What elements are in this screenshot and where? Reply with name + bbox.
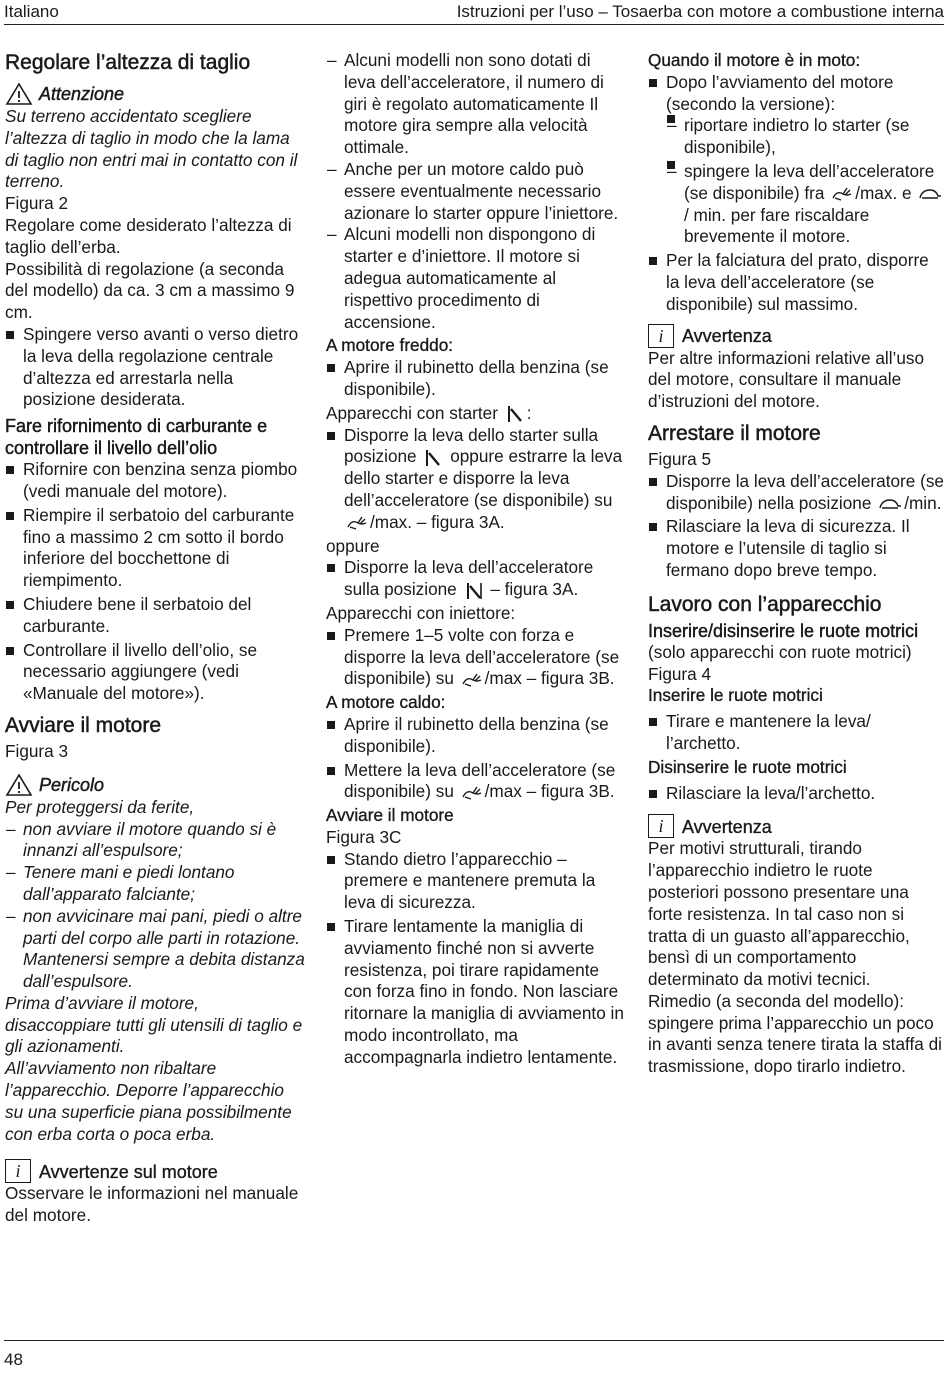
list-item: Rifornire con benzina senza piombo (vedi manuale del motore). [5,459,305,503]
list-item [326,425,626,534]
list-item [666,161,946,248]
list-item: Aprire il rubinetto della benzina (se disponibile). [326,357,626,401]
heading-start-engine-2: Avviare il motore [326,805,454,826]
notes-list [326,50,626,333]
note2-para-1: Per motivi strutturali, tirando l’apparecchio indietro le ruote posteriori possono presentare una forte resistenza. In tal caso non si tratta di un guasto all’apparecchio, bensì di un comportamento determinato da motivi tecnici. [648,838,910,990]
turtle-icon [878,497,902,511]
hare-icon [461,785,483,801]
page-header [4,0,944,25]
info-icon: i [5,1159,31,1183]
drive-wheels-note: (solo apparecchi con ruote motrici) [648,641,912,662]
list-item: Spingere verso avanti o verso dietro la leva della regolazione centrale d’altezza ed arrestarla nella posizione desiderata. [5,324,305,411]
heading-start-engine: Avviare il motore [5,713,162,737]
heading-engine-running: Quando il motore è in moto: [648,50,861,70]
info-icon: i [648,324,674,348]
list-item [326,557,626,601]
warm-step-text: /max – figura 3B. [484,781,615,802]
starter-devices [326,403,626,425]
start-steps [326,849,626,1069]
heading-drive-wheels: Inserire/disinserire le ruote motrici [648,620,919,641]
figure-3-ref: Figura 3 [5,740,69,761]
figure-4-ref: Figura 4 [648,663,712,684]
list-item: – Alcuni modelli non dispongono di starter e d’iniettore. Il motore si adegua automaticamente al rispettivo procedimento di accensione. [326,224,626,333]
note1-title: Avvertenza [682,325,772,346]
starter-steps-2 [326,557,626,601]
figure-3c-ref: Figura 3C [326,826,402,847]
disengage-steps [648,783,946,805]
danger-para-2: All’avviamento non ribaltare l’apparecchio. Deporre l’apparecchio su una superficie piana possibilmente con erba corta o poca erba. [5,1058,292,1144]
attention-text: Su terreno accidentato scegliere l’altezza di taglio in modo che la lama di taglio non entri mai in contatto con il terreno. [5,106,298,192]
list-item [326,760,626,804]
list-item [326,625,626,690]
attention-header [5,82,305,106]
height-para-1: Regolare come desiderato l’altezza di taglio dell’erba. [5,214,292,257]
engage-steps [648,711,946,755]
danger-intro: Per proteggersi da ferite, [5,796,195,817]
list-item: Controllare il livello dell’olio, se necessario aggiungere (vedi «Manuale del motore»). [5,640,305,705]
attention-title: Attenzione [39,84,125,105]
note1-text: Per altre informazioni relative all’uso del motore, consultare il manuale d’istruzioni del motore. [648,347,925,412]
running-substep-text: /max. e [855,182,912,203]
starter-label: Apparecchi con starter [326,402,498,423]
list-item: Stando dietro l’apparecchio – premere e mantenere premuta la leva di sicurezza. [326,849,626,914]
list-item [648,471,946,515]
injector-step-text: Premere 1–5 volte con forza e disporre la leva dell’acceleratore (se disponibile) su [344,624,620,689]
engine-note-title: Avvertenze sul motore [39,1161,218,1182]
footer-divider [4,1340,944,1341]
injector-step-text: /max – figura 3B. [484,668,615,689]
danger-header [5,773,305,797]
warm-steps [326,714,626,803]
column-1 [5,50,305,1227]
note2-title: Avvertenza [682,816,772,837]
figure-2-ref: Figura 2 [5,193,69,214]
list-item: Per la falciatura del prato, disporre la leva dell’acceleratore (se disponibile) sul massimo. [648,250,946,315]
heading-cutting-height: Regolare l’altezza di taglio [5,51,251,74]
list-item: Aprire il rubinetto della benzina (se disponibile). [326,714,626,758]
stop-steps [648,471,946,582]
note2-para-2: Rimedio (a seconda del modello): spingere prima l’apparecchio un poco in avanti senza tenere tirata la staffa di trasmissione, dopo tirarlo indietro. [648,990,942,1077]
list-item: – Alcuni modelli non sono dotati di leva dell’acceleratore, il numero di giri è regolato automaticamente Il motore gira sempre alla velocità ottimale. [326,50,626,159]
list-item [648,72,946,248]
list-item: Chiudere bene il serbatoio del carburante. [5,594,305,638]
list-item: Riempire il serbatoio del carburante fino a massimo 2 cm sotto il bordo inferiore del bocchettone di riempimento. [5,505,305,592]
choke-icon [464,581,484,601]
injector-steps [326,625,626,690]
choke-icon [505,404,525,424]
list-item: Tirare e mantenere la leva/ l’archetto. [648,711,946,755]
list-item: – riportare indietro lo starter (se disponibile), [666,115,946,159]
engine-note-text: Osservare le informazioni nel manuale del motore. [5,1183,299,1226]
starter-step-text: oppure estrarre la leva dello starter e disporre la leva dell’acceleratore (se disponibile) su [344,446,623,510]
note2-header [648,814,946,838]
running-steps [648,72,946,316]
turtle-icon [918,187,942,201]
engine-note-header [5,1159,305,1183]
figure-5-ref: Figura 5 [648,448,712,469]
starter-step-text: Disporre la leva dello starter sulla posizione [344,424,599,467]
list-item: – Tenere mani e piedi lontano dall’apparato falciante; [5,862,305,906]
hare-icon [346,515,368,531]
heading-disengage-wheels: Disinserire le ruote motrici [648,756,847,777]
list-item: Tirare lentamente la maniglia di avviamento finché non si avverte resistenza, poi tirare rapidamente con forza fino in fondo. Non lasciare ritornare la maniglia di avviamento in modo incontrollato, ma accompagnarla indietro lentamente. [326,916,626,1069]
running-substeps [666,115,946,248]
starter-step-text: – figura 3A. [490,579,579,600]
starter-steps [326,425,626,534]
height-steps [5,324,305,411]
list-item: – non avviare il motore quando si è innanzi all’espulsore; [5,819,305,863]
stop-step-text: /min. [904,492,942,513]
choke-icon [423,448,443,468]
warning-triangle-icon [5,773,33,797]
hare-icon [461,672,483,688]
page-number: 48 [4,1350,23,1369]
heading-stop-engine: Arrestare il motore [648,421,821,445]
fuel-steps [5,459,305,705]
danger-title: Pericolo [39,774,105,795]
height-para-2: Possibilità di regolazione (a seconda del modello) da ca. 3 cm a massimo 9 cm. [5,258,295,323]
running-substep-text: / min. per fare riscaldare brevemente il motore. [684,204,870,247]
header-doc-title: Istruzioni per l’uso – Tosaerba con motore a combustione interna [456,2,944,21]
injector-devices: Apparecchi con iniettore: [326,602,516,623]
list-item: – Anche per un motore caldo può essere eventualmente necessario azionare lo starter oppure l’iniettore. [326,159,626,224]
starter-colon: : [526,402,532,423]
starter-step-text: /max. – figura 3A. [370,511,505,532]
heading-cold-engine: A motore freddo: [326,335,454,356]
warm-step-text: Mettere la leva dell’acceleratore (se disponibile) su [344,759,616,802]
oppure-text: oppure [326,535,380,556]
starter-step-text: Disporre la leva dell’acceleratore sulla posizione [344,557,594,600]
danger-para-1: Prima d’avviare il motore, disaccoppiare tutti gli utensili di taglio e gli azionamenti. [5,992,303,1057]
hare-icon [831,186,853,202]
stop-step-text: Disporre la leva dell’acceleratore (se disponibile) nella posizione [666,470,944,513]
heading-warm-engine: A motore caldo: [326,692,446,713]
heading-working: Lavoro con l’apparecchio [648,592,882,616]
list-item: Rilasciare la leva/l’archetto. [648,783,946,805]
running-substep-text: spingere la leva dell’acceleratore (se disponibile) fra [684,160,935,203]
danger-list [5,819,305,993]
header-language: Italiano [4,2,59,21]
info-icon: i [648,814,674,838]
column-2 [326,50,626,1071]
warning-triangle-icon [5,82,33,106]
running-step-text: Dopo l’avviamento del motore (secondo la versione): [666,71,894,114]
heading-engage-wheels: Inserire le ruote motrici [648,685,823,706]
cold-steps [326,357,626,401]
list-item: – non avvicinare mai pani, piedi o altre parti del corpo alle parti in rotazione. Mantenersi sempre a debita distanza dall’espulsore. [5,906,305,993]
list-item: Rilasciare la leva di sicurezza. Il motore e l’utensile di taglio si fermano dopo breve tempo. [648,516,946,581]
heading-fuel: Fare rifornimento di carburante e controllare il livello dell’olio [5,416,268,459]
note1-header [648,324,946,348]
column-3 [648,50,946,1078]
